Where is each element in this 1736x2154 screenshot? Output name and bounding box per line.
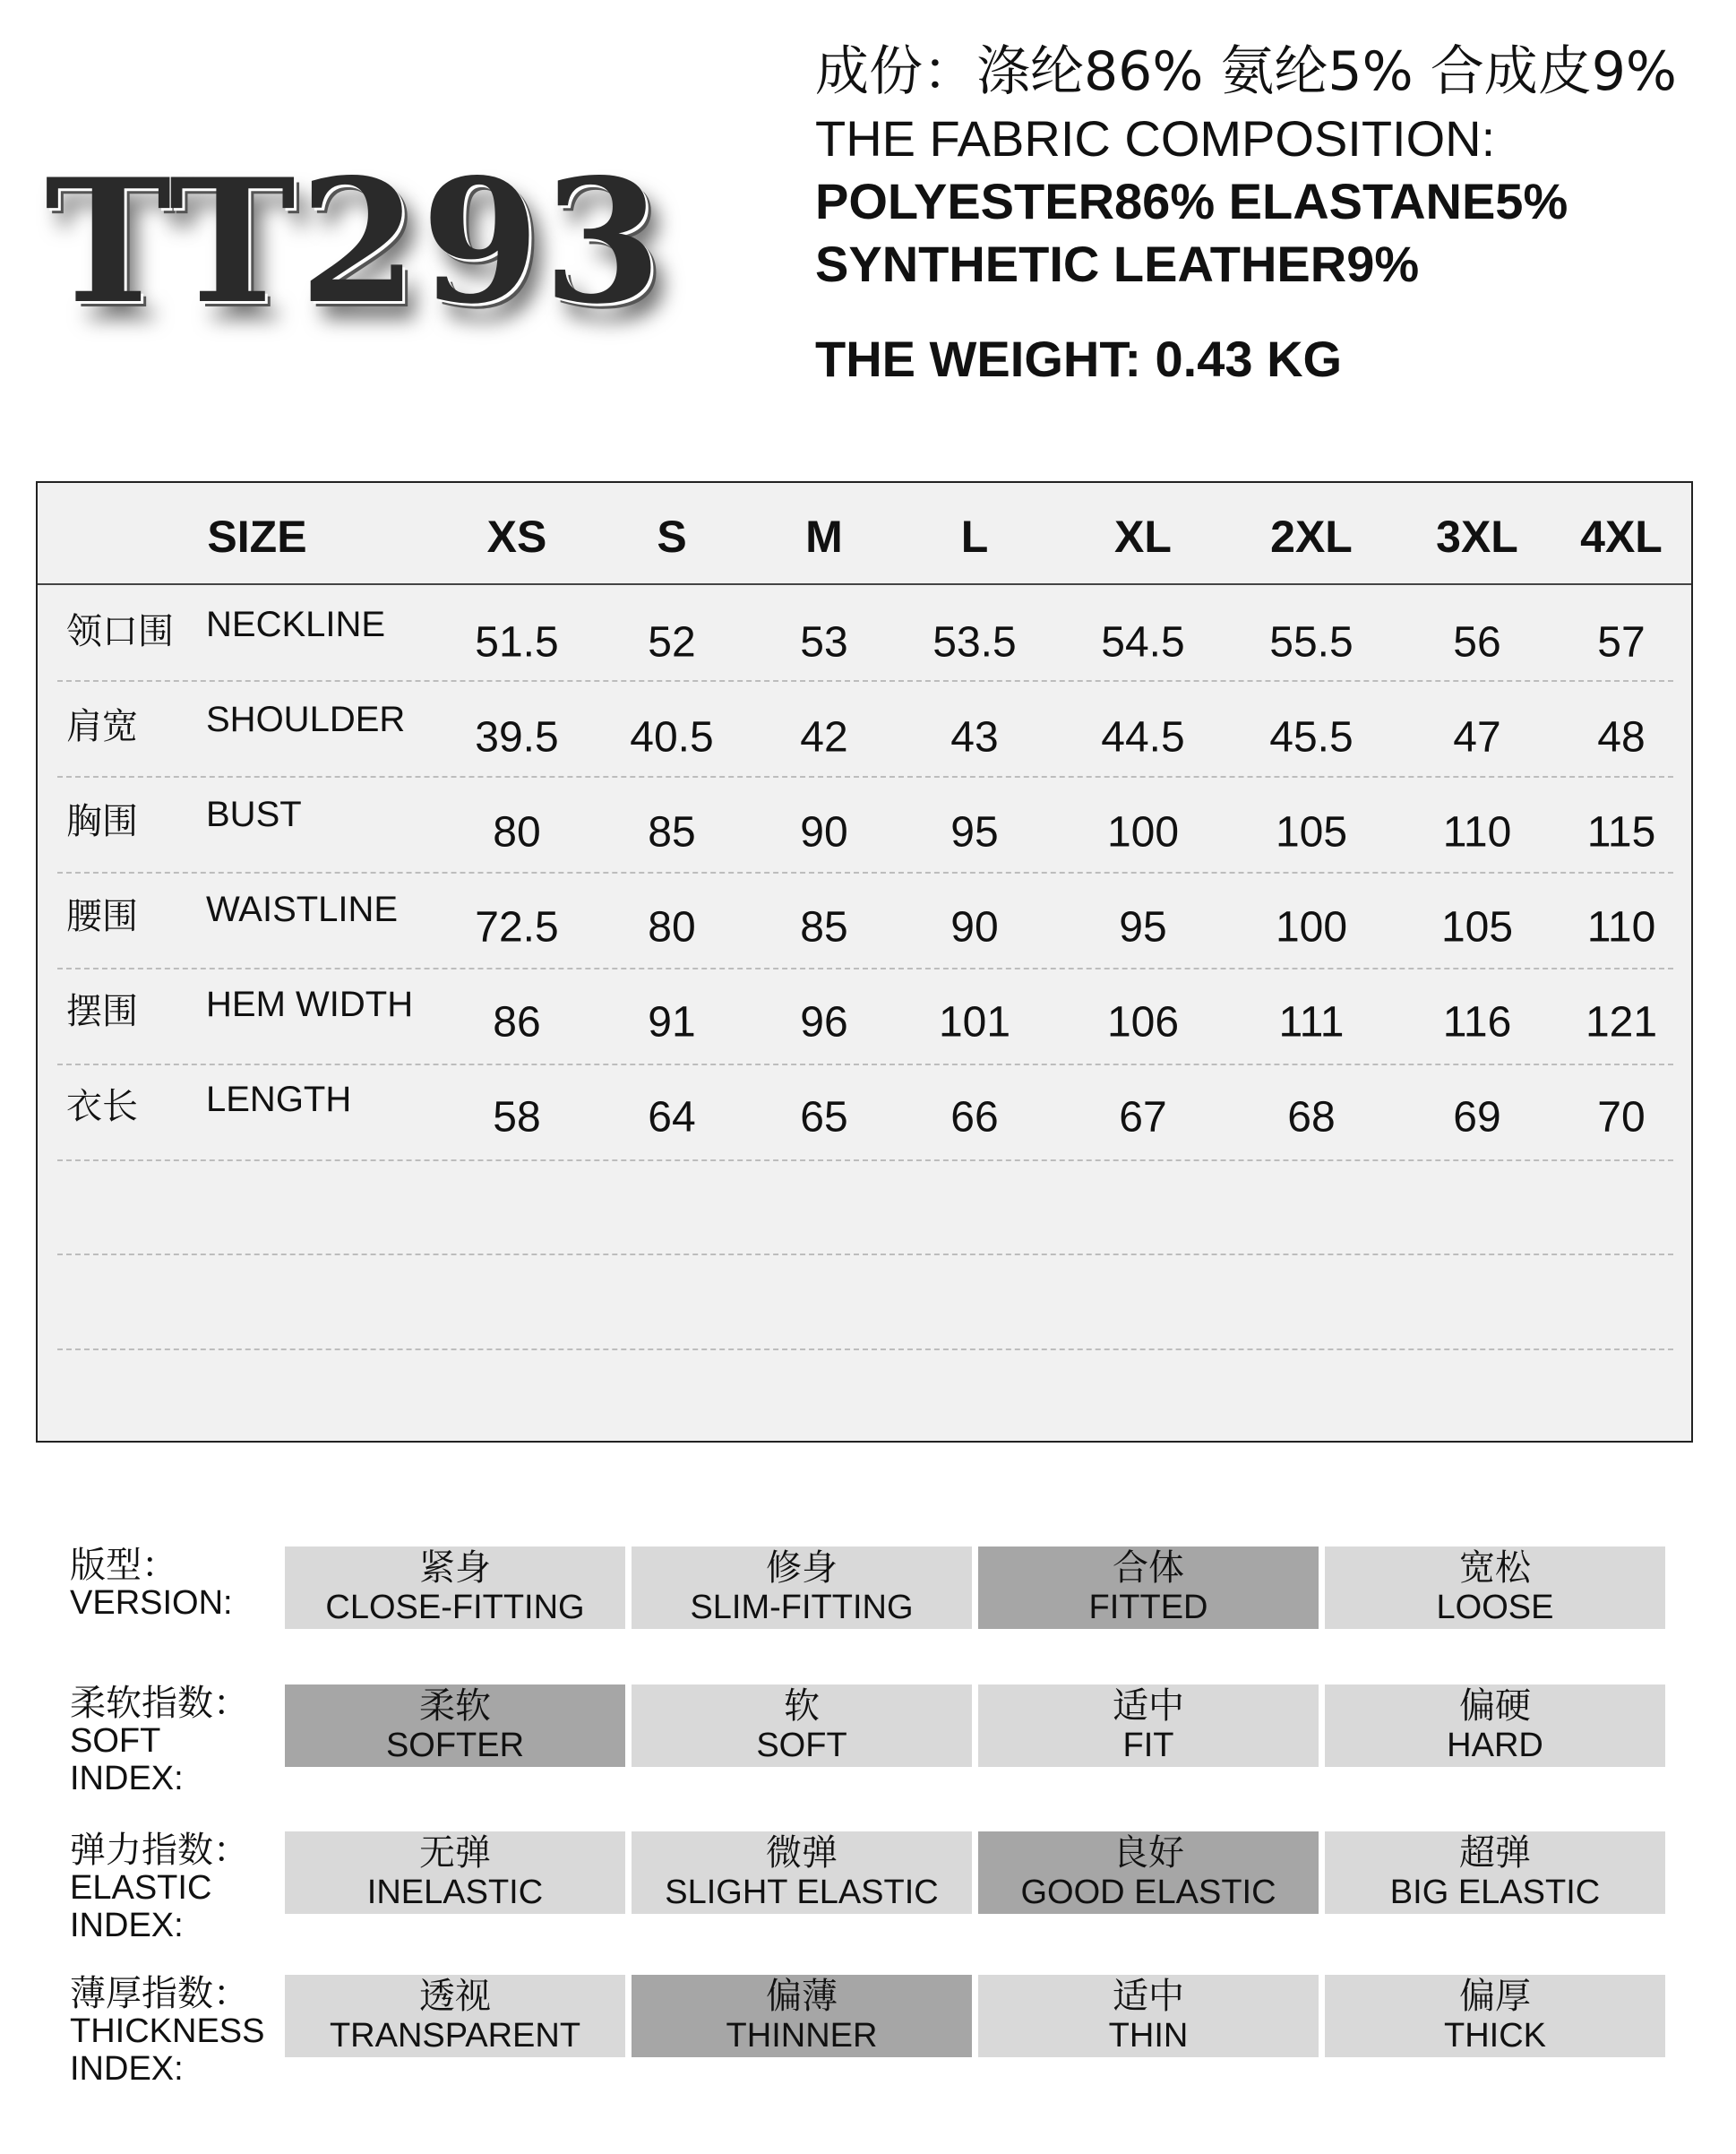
attribute-label-cn: 薄厚指数： [70,1973,249,2014]
row-divider [57,776,1673,778]
row-divider [57,968,1673,969]
weight-text: THE WEIGHT: 0.43 KG [815,331,1343,387]
row-label-en: BUST [206,795,302,834]
table-cell: 100 [1106,808,1180,857]
option-label-cn: 超弹 [1459,1832,1531,1874]
attribute-option [1325,1831,1665,1914]
product-code-logo: TT293 [45,142,666,341]
attribute-option-selected [978,1547,1319,1629]
table-row [38,870,1691,966]
table-cell: 85 [648,808,696,857]
row-label-en: WAISTLINE [206,890,399,929]
table-row [38,965,1691,1061]
table-cell: 67 [1119,1093,1167,1142]
attribute-label-cn: 柔软指数： [70,1683,249,1724]
option-label-en: INELASTIC [366,1874,544,1911]
table-cell: 121 [1585,998,1658,1047]
table-cell: 110 [1442,808,1512,857]
table-cell: 51.5 [475,618,559,667]
fabric-info [815,36,1711,391]
composition-cn: 成份：涤纶86% 氨纶5% 合成皮9% [815,40,1677,103]
option-label-cn: 宽松 [1459,1547,1531,1589]
option-label-en: FITTED [1088,1589,1208,1626]
table-cell: 85 [800,903,848,952]
attribute-option [978,1684,1319,1767]
size-header-l: L [960,512,989,562]
attribute-label-en-2: INDEX: [70,1760,184,1797]
table-cell: 69 [1453,1093,1501,1142]
row-label-cn: 领口围 [66,611,174,652]
option-label-cn: 适中 [1113,1685,1184,1727]
option-label-cn: 紧身 [419,1547,491,1589]
row-label-cn: 腰围 [66,896,138,937]
attribute-option [632,1684,972,1767]
option-label-en: GOOD ELASTIC [1020,1874,1276,1911]
table-cell: 56 [1453,618,1501,667]
attribute-option [285,1547,625,1629]
table-cell: 45.5 [1269,713,1354,762]
option-label-cn: 适中 [1113,1976,1184,2017]
table-cell: 115 [1586,808,1656,857]
option-label-en: SOFTER [385,1727,525,1764]
option-label-cn: 修身 [766,1547,838,1589]
option-label-en: TRANSPARENT [329,2017,581,2055]
composition-line-1: POLYESTER86% ELASTANE5% [815,173,1568,229]
table-cell: 47 [1453,713,1501,762]
table-cell: 58 [493,1093,541,1142]
row-divider [57,872,1673,874]
option-label-en: THINNER [726,2017,878,2055]
attribute-label-en: VERSION: [70,1584,233,1622]
table-cell: 65 [800,1093,848,1142]
table-cell: 55.5 [1269,618,1354,667]
attribute-option [1325,1547,1665,1629]
option-label-cn: 良好 [1113,1832,1184,1874]
row-label-cn: 胸围 [66,801,138,842]
option-label-cn: 透视 [419,1976,491,2017]
row-divider [57,680,1673,682]
option-label-en: LOOSE [1436,1589,1554,1626]
size-header-m: M [805,512,843,562]
table-cell: 40.5 [630,713,714,762]
row-divider [57,1064,1673,1065]
row-label-en: NECKLINE [206,605,386,644]
table-row [38,775,1691,871]
row-label-cn: 摆围 [66,991,138,1032]
attribute-label-en: ELASTIC [70,1869,212,1907]
attribute-label-cn: 弹力指数： [70,1830,249,1871]
row-label-cn: 肩宽 [66,706,138,747]
attribute-label-en: THICKNESS [70,2012,265,2050]
row-divider [57,1254,1673,1255]
option-label-en: BIG ELASTIC [1389,1874,1601,1911]
attribute-option-selected [632,1975,972,2057]
option-label-cn: 合体 [1113,1547,1184,1589]
row-divider [57,1159,1673,1161]
option-label-cn: 偏厚 [1459,1976,1531,2017]
attribute-label-cn: 版型： [70,1545,177,1586]
table-row [38,680,1691,776]
table-cell: 90 [800,808,848,857]
size-header-xs: XS [486,512,547,562]
composition-label: THE FABRIC COMPOSITION: [815,110,1496,167]
option-label-cn: 偏薄 [766,1976,838,2017]
table-cell: 42 [800,713,848,762]
attribute-option [632,1547,972,1629]
size-chart-table [36,481,1693,1443]
option-label-en: FIT [1122,1727,1174,1764]
table-cell: 101 [938,998,1011,1047]
attribute-option [1325,1975,1665,2057]
option-label-en: CLOSE-FITTING [325,1589,585,1626]
table-cell: 105 [1275,808,1348,857]
attribute-option [1325,1684,1665,1767]
attribute-label-en-2: INDEX: [70,2050,184,2088]
option-label-cn: 偏硬 [1459,1685,1531,1727]
row-label-en: LENGTH [206,1080,352,1119]
table-cell: 80 [493,808,541,857]
attribute-label-en: SOFT [70,1722,161,1760]
size-header-xl: XL [1114,512,1172,562]
attribute-label-en-2: INDEX: [70,1907,184,1944]
option-label-cn: 柔软 [419,1685,491,1727]
option-label-en: SLIGHT ELASTIC [665,1874,939,1911]
table-cell: 95 [950,808,999,857]
attribute-option-selected [285,1684,625,1767]
size-header-4xl: 4XL [1580,512,1663,562]
attribute-option-selected [978,1831,1319,1914]
option-label-en: SOFT [756,1727,847,1764]
size-header-label: SIZE [207,512,307,562]
option-label-en: THIN [1108,2017,1189,2055]
table-cell: 64 [648,1093,696,1142]
size-table-header [38,483,1691,585]
table-cell: 111 [1278,998,1345,1047]
option-label-en: THICK [1444,2017,1546,2055]
option-label-cn: 软 [784,1685,820,1727]
attribute-label [70,1547,294,1622]
table-cell: 110 [1586,903,1656,952]
option-label-cn: 无弹 [419,1832,491,1874]
table-cell: 90 [950,903,999,952]
table-cell: 70 [1597,1093,1646,1142]
table-cell: 116 [1442,998,1512,1047]
size-header-s: S [657,512,687,562]
size-header-2xl: 2XL [1270,512,1353,562]
table-cell: 68 [1287,1093,1336,1142]
table-cell: 48 [1597,713,1646,762]
row-divider [57,1348,1673,1350]
table-cell: 43 [950,713,999,762]
table-row [38,1060,1691,1156]
option-label-en: SLIM-FITTING [690,1589,914,1626]
size-header-3xl: 3XL [1436,512,1518,562]
table-cell: 53.5 [932,618,1017,667]
table-cell: 44.5 [1101,713,1185,762]
table-cell: 53 [800,618,848,667]
table-cell: 86 [493,998,541,1047]
table-cell: 95 [1119,903,1167,952]
table-cell: 39.5 [475,713,559,762]
table-cell: 106 [1106,998,1180,1047]
row-label-en: SHOULDER [206,700,406,739]
attribute-option [285,1831,625,1914]
table-cell: 66 [950,1093,999,1142]
table-cell: 91 [648,998,696,1047]
attribute-option [285,1975,625,2057]
row-label-en: HEM WIDTH [206,985,414,1024]
attribute-label [70,1684,294,1797]
attribute-option [978,1975,1319,2057]
table-cell: 52 [648,618,696,667]
table-cell: 96 [800,998,848,1047]
option-label-en: HARD [1447,1727,1543,1764]
attribute-option [632,1831,972,1914]
table-cell: 57 [1597,618,1646,667]
table-cell: 105 [1440,903,1514,952]
attribute-label [70,1831,294,1944]
table-cell: 54.5 [1101,618,1185,667]
table-cell: 80 [648,903,696,952]
table-cell: 100 [1275,903,1348,952]
attribute-label [70,1975,294,2088]
row-label-cn: 衣长 [66,1086,138,1127]
table-cell: 72.5 [475,903,559,952]
composition-line-2: SYNTHETIC LEATHER9% [815,236,1420,292]
option-label-cn: 微弹 [766,1832,838,1874]
table-row [38,585,1691,681]
